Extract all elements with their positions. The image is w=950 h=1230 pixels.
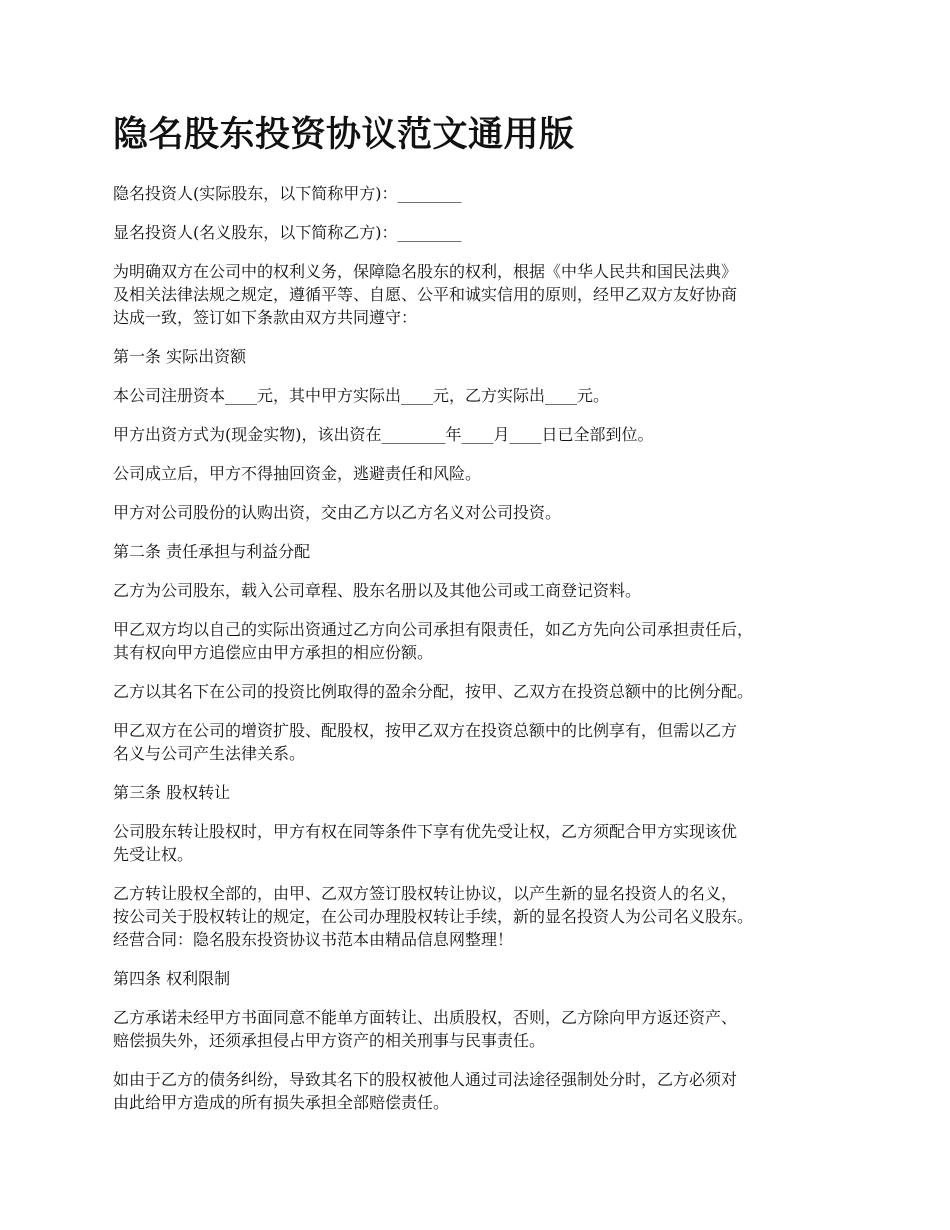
document-body	[113, 182, 858, 1114]
text-line: 由此给甲方造成的所有损失承担全部赔偿责任。	[113, 1093, 450, 1112]
text-line: 名义与公司产生法律关系。	[113, 744, 306, 763]
text-line: 按公司关于股权转让的规定，在公司办理股权转让手续，新的显名投资人为公司名义股东。	[113, 907, 754, 926]
paragraph	[113, 781, 858, 804]
paragraph	[113, 1006, 858, 1052]
document-page	[113, 112, 858, 1130]
paragraph	[113, 719, 858, 765]
text-line: 甲方对公司股份的认购出资，交由乙方以乙方名义对公司投资。	[113, 503, 562, 522]
text-line: 本公司注册资本____元，其中甲方实际出____元，乙方实际出____元。	[113, 386, 610, 405]
paragraph	[113, 345, 858, 368]
text-line: 第二条 责任承担与利益分配	[113, 542, 311, 561]
text-line: 甲乙双方在公司的增资扩股、配股权，按甲乙双方在投资总额中的比例享有，但需以乙方	[113, 721, 738, 740]
paragraph	[113, 680, 858, 703]
text-line: 如由于乙方的债务纠纷，导致其名下的股权被他人通过司法途径强制处分时，乙方必须对	[113, 1070, 738, 1089]
paragraph	[113, 579, 858, 602]
text-line: 隐名投资人(实际股东，以下简称甲方)：________	[113, 184, 462, 203]
text-line: 公司成立后，甲方不得抽回资金，逃避责任和风险。	[113, 464, 482, 483]
paragraph	[113, 967, 858, 990]
paragraph	[113, 618, 858, 664]
paragraph	[113, 423, 858, 446]
paragraph	[113, 882, 858, 951]
text-line: 乙方转让股权全部的，由甲、乙双方签订股权转让协议，以产生新的显名投资人的名义，	[113, 884, 738, 903]
text-line: 达成一致，签订如下条款由双方共同遵守：	[113, 308, 418, 327]
text-line: 第三条 股权转让	[113, 783, 231, 802]
text-line: 甲方出资方式为(现金实物)，该出资在________年____月____日已全部到位。	[113, 425, 654, 444]
text-line: 第四条 权利限制	[113, 969, 231, 988]
text-line: 甲乙双方均以自己的实际出资通过乙方向公司承担有限责任，如乙方先向公司承担责任后，	[113, 620, 754, 639]
text-line: 乙方承诺未经甲方书面同意不能单方面转让、出质股权，否则，乙方除向甲方返还资产、	[113, 1008, 738, 1027]
text-line: 乙方为公司股东，载入公司章程、股东名册以及其他公司或工商登记资料。	[113, 581, 642, 600]
text-line: 乙方以其名下在公司的投资比例取得的盈余分配，按甲、乙双方在投资总额中的比例分配。	[113, 682, 754, 701]
text-line: 及相关法律法规之规定，遵循平等、自愿、公平和诚实信用的原则，经甲乙双方友好协商	[113, 285, 738, 304]
document-title: 隐名股东投资协议范文通用版	[113, 114, 575, 155]
text-line: 经营合同：隐名股东投资协议书范本由精品信息网整理！	[113, 930, 514, 949]
text-line: 其有权向甲方追偿应由甲方承担的相应份额。	[113, 643, 434, 662]
paragraph	[113, 260, 858, 329]
text-line: 赔偿损失外，还须承担侵占甲方资产的相关刑事与民事责任。	[113, 1031, 546, 1050]
text-line: 第一条 实际出资额	[113, 347, 247, 366]
paragraph	[113, 540, 858, 563]
paragraph	[113, 501, 858, 524]
paragraph	[113, 384, 858, 407]
paragraph	[113, 462, 858, 485]
text-line: 公司股东转让股权时，甲方有权在同等条件下享有优先受让权，乙方须配合甲方实现该优	[113, 822, 738, 841]
paragraph	[113, 221, 858, 244]
paragraph	[113, 1068, 858, 1114]
paragraph	[113, 182, 858, 205]
text-line: 为明确双方在公司中的权利义务，保障隐名股东的权利，根据《中华人民共和国民法典》	[113, 262, 738, 281]
text-line: 显名投资人(名义股东，以下简称乙方)：________	[113, 223, 462, 242]
text-line: 先受让权。	[113, 845, 194, 864]
paragraph	[113, 820, 858, 866]
